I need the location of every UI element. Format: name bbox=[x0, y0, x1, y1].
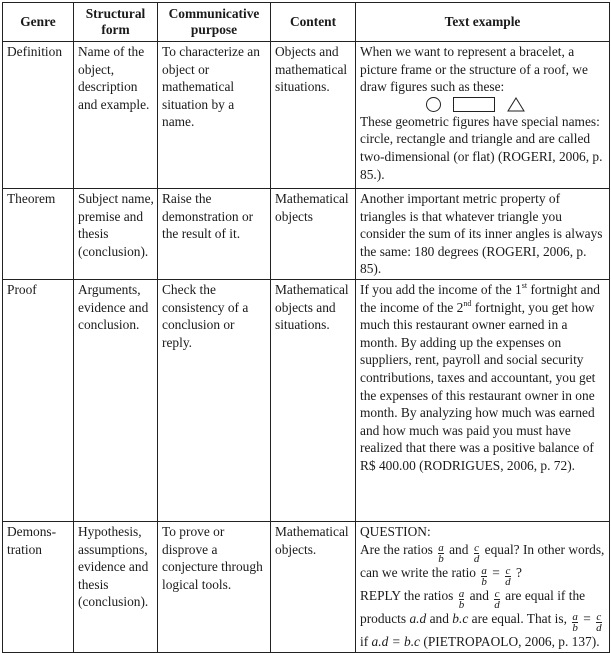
cell-content: Mathematical objects bbox=[271, 189, 356, 280]
header-row bbox=[3, 3, 610, 42]
table-row-demonstration bbox=[3, 521, 610, 652]
ordinal-suffix: nd bbox=[463, 298, 472, 308]
denominator: d bbox=[494, 598, 500, 611]
numerator: c bbox=[474, 541, 479, 554]
shapes-figure bbox=[360, 96, 606, 113]
fraction-c-over-d bbox=[474, 543, 480, 564]
cell-genre: Theorem bbox=[3, 189, 74, 280]
text-fragment: Are the ratios bbox=[360, 541, 433, 557]
numerator: a bbox=[438, 541, 444, 554]
citation: (PIETROPAOLO, 2006, p. 137). bbox=[423, 633, 600, 649]
cell-genre: Demons-tration bbox=[3, 521, 74, 652]
fraction-a-over-b bbox=[481, 566, 487, 587]
cell-communicative-purpose: Check the consistency of a conclusion or reply. bbox=[158, 279, 271, 521]
cell-structural-form: Hypothesis, assumptions, evidence and thesis (conclusion). bbox=[74, 521, 158, 652]
genres-table bbox=[2, 2, 610, 653]
text-fragment: ? bbox=[516, 564, 522, 580]
numerator: a bbox=[572, 610, 578, 623]
proof-text-2: fortnight and the income of the 2 bbox=[360, 281, 600, 315]
circle-icon bbox=[426, 97, 441, 112]
denominator: d bbox=[596, 621, 602, 634]
cell-communicative-purpose: To characterize an object or mathematical situation by a name. bbox=[158, 42, 271, 189]
text-fragment: are equal if the products bbox=[360, 587, 586, 626]
text-fragment: REPLY the ratios bbox=[360, 587, 454, 603]
equals-sign: = bbox=[583, 610, 591, 626]
cell-structural-form: Name of the object, description and example. bbox=[74, 42, 158, 189]
rectangle-icon bbox=[453, 97, 495, 112]
numerator: c bbox=[596, 610, 602, 623]
cell-structural-form: Subject name, premise and thesis (conclusion). bbox=[74, 189, 158, 280]
cell-text-example: Another important metric property of triangles is that whatever triangle you consider the sum of its inner angles is always the same: 180 degrees (ROGERI, 2006, p. 85). bbox=[356, 189, 610, 280]
cell-content: Objects and mathematical situations. bbox=[271, 42, 356, 189]
denominator: b bbox=[481, 575, 487, 588]
example-intro: When we want to represent a bracelet, a picture frame or the structure of a roof, we draw figures such as these: bbox=[360, 44, 588, 95]
numerator: c bbox=[505, 564, 511, 577]
ordinal-suffix: st bbox=[521, 280, 528, 290]
header-communicative-purpose: Communicative purpose bbox=[158, 3, 271, 42]
cell-communicative-purpose: To prove or disprove a conjecture through logical tools. bbox=[158, 521, 271, 652]
fraction-c-over-d bbox=[494, 589, 500, 610]
cell-content: Mathematical objects. bbox=[271, 521, 356, 652]
question-text bbox=[360, 541, 606, 587]
denominator: b bbox=[572, 621, 578, 634]
cell-structural-form: Arguments, evidence and conclusion. bbox=[74, 279, 158, 521]
equals-sign: = bbox=[492, 564, 500, 580]
proof-text-3: fortnight, you get how much this restaurant owner earned in a month. By adding up the expenses on suppliers, rent, payroll and social security contributions, taxes and accountant, you get the expenses of this restaurant owner in one month. By analyzing how much was earned and how much was paid you must have realized that there was a positive balance of R$ 400.00 (RODRIGUES, 2006, p. 72). bbox=[360, 299, 596, 473]
cell-text-example bbox=[356, 521, 610, 652]
denominator: d bbox=[505, 575, 511, 588]
denominator: b bbox=[458, 598, 465, 611]
numerator: c bbox=[494, 587, 500, 600]
cell-genre: Proof bbox=[3, 279, 74, 521]
table-row-definition bbox=[3, 42, 610, 189]
cell-genre: Definition bbox=[3, 42, 74, 189]
denominator: b bbox=[438, 552, 444, 565]
fraction-a-over-b bbox=[572, 612, 578, 633]
numerator: a bbox=[481, 564, 487, 577]
text-fragment: are equal. That is, bbox=[471, 610, 567, 626]
cell-text-example bbox=[356, 279, 610, 521]
triangle-icon bbox=[507, 97, 525, 112]
text-fragment: if bbox=[360, 633, 369, 649]
header-genre: Genre bbox=[3, 3, 74, 42]
header-text-example: Text example bbox=[356, 3, 610, 42]
header-content: Content bbox=[271, 3, 356, 42]
text-fragment: and bbox=[429, 610, 449, 626]
equation: a.d = b.c bbox=[371, 633, 421, 649]
fraction-c-over-d bbox=[505, 566, 511, 587]
fraction-a-over-b bbox=[438, 543, 444, 564]
fraction-c-over-d bbox=[596, 612, 602, 633]
product-bc: b.c bbox=[452, 610, 469, 626]
text-fragment: and bbox=[469, 587, 489, 603]
proof-text-1: If you add the income of the 1 bbox=[360, 281, 522, 297]
numerator: a bbox=[458, 587, 465, 600]
table-row-proof bbox=[3, 279, 610, 521]
header-structural-form: Structural form bbox=[74, 3, 158, 42]
question-label: QUESTION: bbox=[360, 523, 431, 539]
example-outro: These geometric figures have special names: circle, rectangle and triangle and are called two-dimensional (or flat) (ROGERI, 2006, p. 85.). bbox=[360, 113, 603, 182]
denominator: d bbox=[473, 552, 480, 565]
product-ad: a.d bbox=[409, 610, 427, 626]
table-row-theorem bbox=[3, 189, 610, 280]
cell-content: Mathematical objects and situations. bbox=[271, 279, 356, 521]
text-fragment: equal? In other words, can we write the ratio bbox=[360, 541, 605, 580]
fraction-a-over-b bbox=[459, 589, 465, 610]
cell-text-example bbox=[356, 42, 610, 189]
cell-communicative-purpose: Raise the demonstration or the result of it. bbox=[158, 189, 271, 280]
reply-text bbox=[360, 587, 606, 651]
text-fragment: and bbox=[449, 541, 469, 557]
